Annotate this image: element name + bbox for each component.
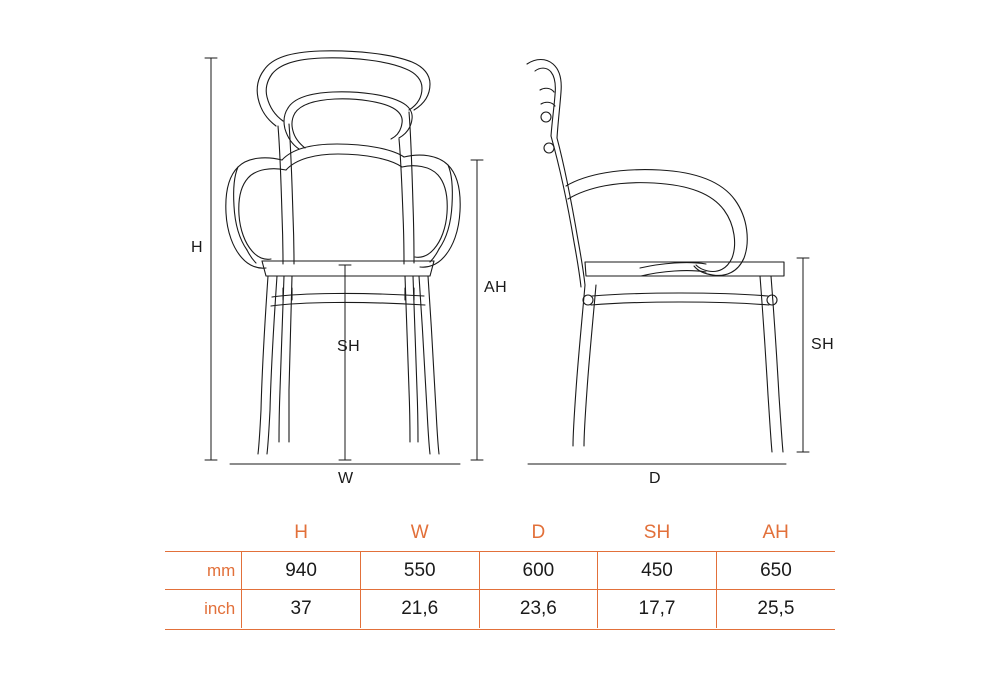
cell-mm-AH: 650 xyxy=(716,552,835,590)
cell-inch-SH: 17,7 xyxy=(598,590,717,628)
dimension-label-SH-side: SH xyxy=(811,336,835,353)
cell-mm-H: 940 xyxy=(242,552,361,590)
cell-inch-D: 23,6 xyxy=(479,590,598,628)
dimension-label-SH-front: SH xyxy=(337,338,361,355)
cell-mm-D: 600 xyxy=(479,552,598,590)
cell-inch-H: 37 xyxy=(242,590,361,628)
cell-inch-W: 21,6 xyxy=(360,590,479,628)
table-header-D: D xyxy=(531,522,546,543)
row-label-mm: mm xyxy=(165,552,242,590)
dimension-label-AH: AH xyxy=(484,279,508,296)
table-header xyxy=(165,515,835,552)
table-row xyxy=(165,590,835,628)
dimension-label-D: D xyxy=(649,470,662,487)
dimension-label-W: W xyxy=(338,470,354,487)
table-row xyxy=(165,552,835,590)
table-header-SH: SH xyxy=(643,522,671,543)
table-header-W: W xyxy=(410,522,429,543)
dimension-label-H: H xyxy=(191,239,204,256)
table-bottom-rule xyxy=(165,629,835,630)
row-label-inch: inch xyxy=(165,590,242,628)
table-header-AH: AH xyxy=(762,522,789,543)
table-header-unit-spacer xyxy=(165,515,242,552)
front-view-chair xyxy=(226,51,460,454)
cell-mm-SH: 450 xyxy=(598,552,717,590)
dimensions-table xyxy=(165,515,835,628)
cell-inch-AH: 25,5 xyxy=(716,590,835,628)
table-body xyxy=(165,552,835,628)
side-view-chair xyxy=(527,60,784,453)
cell-mm-W: 550 xyxy=(360,552,479,590)
table-header-row xyxy=(165,515,835,552)
table-header-H: H xyxy=(294,522,308,543)
